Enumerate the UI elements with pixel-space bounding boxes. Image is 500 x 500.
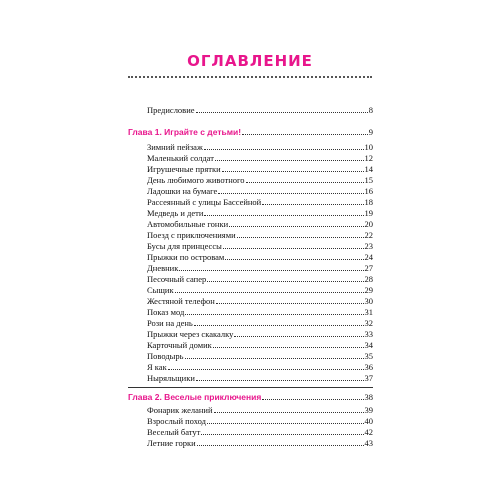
toc-entry-label: Бусы для принцессы	[147, 241, 222, 251]
toc-entry-label: Песочный сапер	[147, 274, 207, 284]
toc-entry-page: 29	[364, 285, 373, 295]
toc-entry-label: Ладошки на бумаге	[147, 186, 218, 196]
toc-entry-label: Взрослый поход	[147, 416, 206, 426]
toc-entry-label: Игрушечные прятки	[147, 164, 221, 174]
dot-leader	[214, 412, 364, 413]
toc-entry-page: 23	[364, 241, 373, 251]
toc-chapter-2	[128, 391, 373, 403]
dot-leader	[216, 303, 364, 304]
toc-entry-label: День любимого животного	[147, 175, 245, 185]
toc-entry-page: 14	[364, 164, 373, 174]
dot-leader	[225, 259, 363, 260]
toc-entry	[147, 372, 373, 384]
toc-entry-label: Карточный домик	[147, 340, 212, 350]
toc-entry-page: 37	[364, 373, 373, 383]
dot-leader	[175, 292, 364, 293]
toc-entry-label: Рассеянный с улицы Бассейной	[147, 197, 262, 207]
toc-entry-label: Прыжки по островам	[147, 252, 225, 262]
toc-entry-label: Ныряльщики	[147, 373, 195, 383]
dot-leader	[237, 237, 364, 238]
toc-entry-label: Сыщик	[147, 285, 174, 295]
toc-entry-page: 30	[364, 296, 373, 306]
chapter-title: Глава 1. Играйте с детьми!	[128, 127, 242, 137]
toc-entry-preface	[147, 104, 373, 116]
toc-entry-label: Предисловие	[147, 105, 195, 115]
chapter-divider	[128, 387, 373, 388]
dot-leader	[185, 314, 363, 315]
toc-entry-page: 18	[364, 197, 373, 207]
toc-entry-page: 34	[364, 340, 373, 350]
dot-leader	[262, 399, 363, 400]
toc-entry-label: Фонарик желаний	[147, 405, 213, 415]
dot-leader	[242, 134, 368, 135]
chapter-page: 38	[364, 392, 373, 402]
toc-entry-label: Рози на день	[147, 318, 193, 328]
toc-entry-label: Летние горки	[147, 438, 196, 448]
toc-entry-page: 39	[364, 405, 373, 415]
dot-leader	[223, 248, 364, 249]
dot-leader	[168, 369, 364, 370]
toc-entry-label: Маленький солдат	[147, 153, 214, 163]
toc-entry-page: 8	[368, 105, 373, 115]
dot-leader	[213, 347, 364, 348]
dot-leader	[246, 182, 364, 183]
page-title: ОГЛАВЛЕНИЕ	[187, 52, 313, 70]
toc-entry-label: Веселый батут	[147, 427, 201, 437]
toc-entry-label: Я как	[147, 362, 167, 372]
dot-leader	[196, 112, 368, 113]
dot-leader	[215, 160, 364, 161]
dot-leader	[196, 380, 364, 381]
dot-leader	[204, 149, 364, 150]
dot-leader	[204, 215, 363, 216]
toc-entry-page: 12	[364, 153, 373, 163]
chapter-title: Глава 2. Веселые приключения	[128, 392, 262, 402]
toc-entry-label: Показ мод	[147, 307, 185, 317]
toc-entry-page: 35	[364, 351, 373, 361]
toc-entry-label: Дневник	[147, 263, 179, 273]
toc-entry-label: Поводырь	[147, 351, 184, 361]
toc-entry-label: Поезд с приключениями	[147, 230, 236, 240]
dot-leader	[207, 423, 364, 424]
toc-entry-page: 27	[364, 263, 373, 273]
toc-entry-label: Прыжки через скакалку	[147, 329, 234, 339]
toc-entry	[147, 437, 373, 449]
dot-leader	[229, 226, 363, 227]
toc-entry-page: 10	[364, 142, 373, 152]
toc-entry-page: 33	[364, 329, 373, 339]
toc-entry-page: 43	[364, 438, 373, 448]
toc-entry-page: 15	[364, 175, 373, 185]
toc-chapter-1	[128, 126, 373, 138]
toc-entry-label: Жестяной телефон	[147, 296, 215, 306]
toc-entry-page: 20	[364, 219, 373, 229]
toc-entry-label: Медведь и дети	[147, 208, 204, 218]
dot-leader	[234, 336, 363, 337]
toc-entry-page: 19	[364, 208, 373, 218]
toc-entry-page: 36	[364, 362, 373, 372]
dot-leader	[179, 270, 363, 271]
toc-entry-page: 40	[364, 416, 373, 426]
dot-leader	[197, 445, 364, 446]
dot-leader	[218, 193, 363, 194]
toc-entry-label: Зимний пейзаж	[147, 142, 203, 152]
toc-entry-page: 31	[364, 307, 373, 317]
toc-entry-page: 16	[364, 186, 373, 196]
toc-entry-label: Автомобильные гонки	[147, 219, 229, 229]
dot-leader	[201, 434, 363, 435]
toc-entry-page: 42	[364, 427, 373, 437]
dot-leader	[194, 325, 364, 326]
toc-entry-page: 22	[364, 230, 373, 240]
dot-leader	[222, 171, 364, 172]
dot-leader	[262, 204, 363, 205]
dot-leader	[207, 281, 363, 282]
title-dotted-divider	[128, 76, 372, 78]
dot-leader	[185, 358, 364, 359]
toc-entry-page: 32	[364, 318, 373, 328]
toc-entry-page: 24	[364, 252, 373, 262]
chapter-page: 9	[368, 127, 373, 137]
toc-entry-page: 28	[364, 274, 373, 284]
